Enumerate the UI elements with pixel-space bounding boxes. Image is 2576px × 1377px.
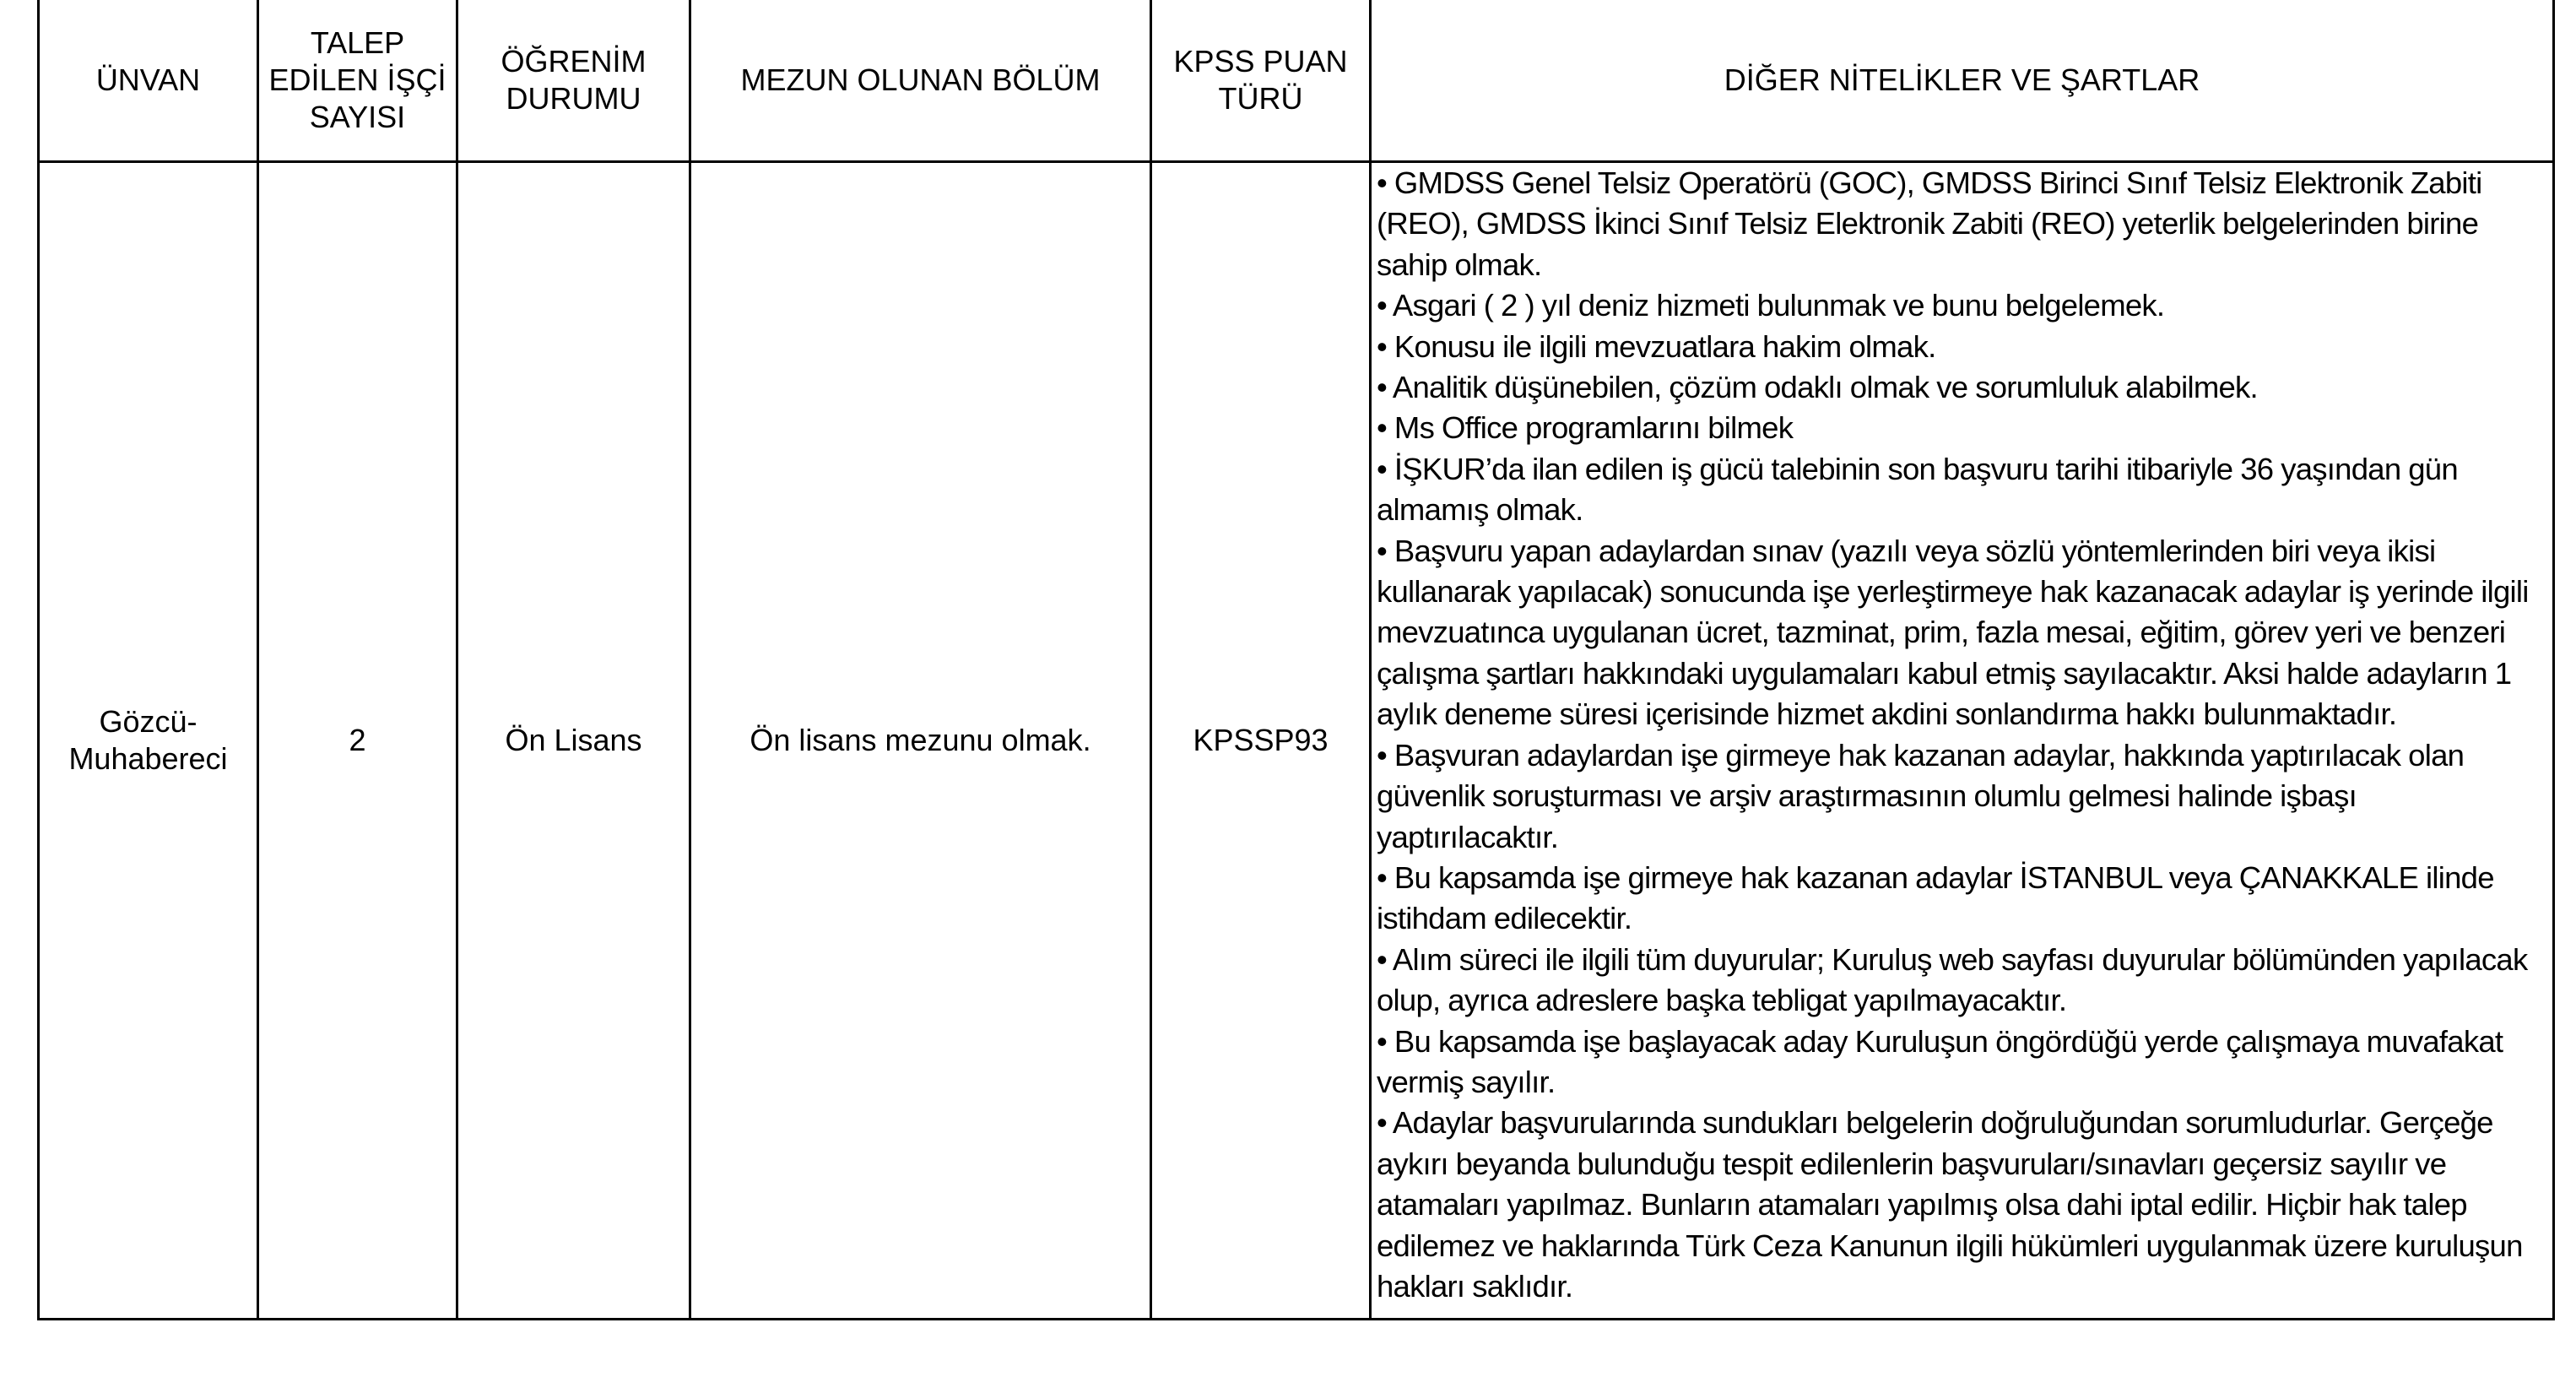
header-talep-line-2: EDİLEN İŞÇİ xyxy=(268,62,446,97)
requirement-item: • Asgari ( 2 ) yıl deniz hizmeti bulunmak ve bunu belgelemek. xyxy=(1377,288,2165,323)
requirement-item: • Konusu ile ilgili mevzuatlara hakim olmak. xyxy=(1377,328,1936,364)
requirement-item: • Ms Office programlarını bilmek xyxy=(1377,410,1794,446)
header-diger-nitelikler: DİĞER NİTELİKLER VE ŞARTLAR xyxy=(1371,0,2554,162)
requirement-item: • Adaylar başvurularında sundukları belgelerin doğruluğundan sorumludurlar. Gerçeğe aykırı beyanda bulunduğu tespit edilenlerin başvuruları/sınavları geçersiz sayılır ve atamaları yapılmaz. Bunların atamaları yapılmış olsa dahi iptal edilir. Hiçbir hak talep edilemez ve haklarında Türk Ceza Kanunun ilgili hükümleri uygulanmak üzere kuruluşun hakları saklıdır. xyxy=(1377,1105,2523,1304)
requirement-item: • Alım süreci ile ilgili tüm duyurular; Kuruluş web sayfası duyurular bölümünden yapılacak olup, ayrıca adreslere başka tebligat yapılmayacaktır. xyxy=(1377,941,2528,1018)
header-talep-line-3: SAYISI xyxy=(309,100,406,134)
header-talep-edilen-isci-sayisi xyxy=(258,0,457,162)
cell-unvan-line-2: Muhabereci xyxy=(68,741,228,776)
cell-diger-nitelikler xyxy=(1371,162,2554,1320)
table-header xyxy=(39,0,2554,162)
header-row xyxy=(39,0,2554,162)
requirement-item: • Başvuran adaylardan işe girmeye hak kazanan adaylar, hakkında yaptırılacak olan güvenlik soruşturması ve arşiv araştırmasının olumlu gelmesi halinde işbaşı yaptırılacaktır. xyxy=(1377,737,2465,854)
header-kpss-line-2: TÜRÜ xyxy=(1218,81,1303,116)
header-kpss-puan-turu xyxy=(1151,0,1371,162)
requirement-item: • GMDSS Genel Telsiz Operatörü (GOC), GMDSS Birinci Sınıf Telsiz Elektronik Zabiti (REO), GMDSS İkinci Sınıf Telsiz Elektronik Zabiti (REO) yeterlik belgelerinden birine sahip olmak. xyxy=(1377,165,2482,282)
header-mezun-olunan-bolum: MEZUN OLUNAN BÖLÜM xyxy=(690,0,1151,162)
header-ogrenim-durumu xyxy=(457,0,690,162)
cell-ogrenim-durumu: Ön Lisans xyxy=(457,162,690,1320)
cell-unvan-line-1: Gözcü- xyxy=(99,704,198,739)
cell-unvan xyxy=(39,162,258,1320)
cell-mezun-olunan-bolum: Ön lisans mezunu olmak. xyxy=(690,162,1151,1320)
requirement-item: • Analitik düşünebilen, çözüm odaklı olmak ve sorumluluk alabilmek. xyxy=(1377,370,2258,405)
requirement-item: • İŞKUR’da ilan edilen iş gücü talebinin son başvuru tarihi itibariyle 36 yaşından gün almamış olmak. xyxy=(1377,451,2458,528)
header-ogrenim-line-1: ÖĞRENİM xyxy=(501,44,647,79)
header-unvan: ÜNVAN xyxy=(39,0,258,162)
requirement-item: • Başvuru yapan adaylardan sınav (yazılı veya sözlü yöntemlerinden biri veya ikisi kullanarak yapılacak) sonucunda işe yerleştirmeye hak kazanacak adaylar iş yerinde ilgili mevzuatınca uygulanan ücret, tazminat, prim, fazla mesai, eğitim, görev yeri ve benzeri çalışma şartları hakkındaki uygulamaları kabul etmiş sayılacaktır. Aksi halde adayların 1 aylık deneme süresi içerisinde hizmet akdini sonlandırma hakkı bulunmaktadır. xyxy=(1377,533,2529,732)
header-ogrenim-line-2: DURUMU xyxy=(506,81,641,116)
requirement-item: • Bu kapsamda işe başlayacak aday Kuruluşun öngördüğü yerde çalışmaya muvafakat vermiş sayılır. xyxy=(1377,1023,2503,1099)
requirement-item: • Bu kapsamda işe girmeye hak kazanan adaylar İSTANBUL veya ÇANAKKALE ilinde istihdam edilecektir. xyxy=(1377,859,2494,936)
table-row xyxy=(39,162,2554,1320)
cell-talep-sayisi: 2 xyxy=(258,162,457,1320)
header-kpss-line-1: KPSS PUAN xyxy=(1173,44,1348,79)
cell-kpss-puan-turu: KPSSP93 xyxy=(1151,162,1371,1320)
header-talep-line-1: TALEP xyxy=(310,25,405,60)
job-listing-table xyxy=(37,0,2555,1320)
